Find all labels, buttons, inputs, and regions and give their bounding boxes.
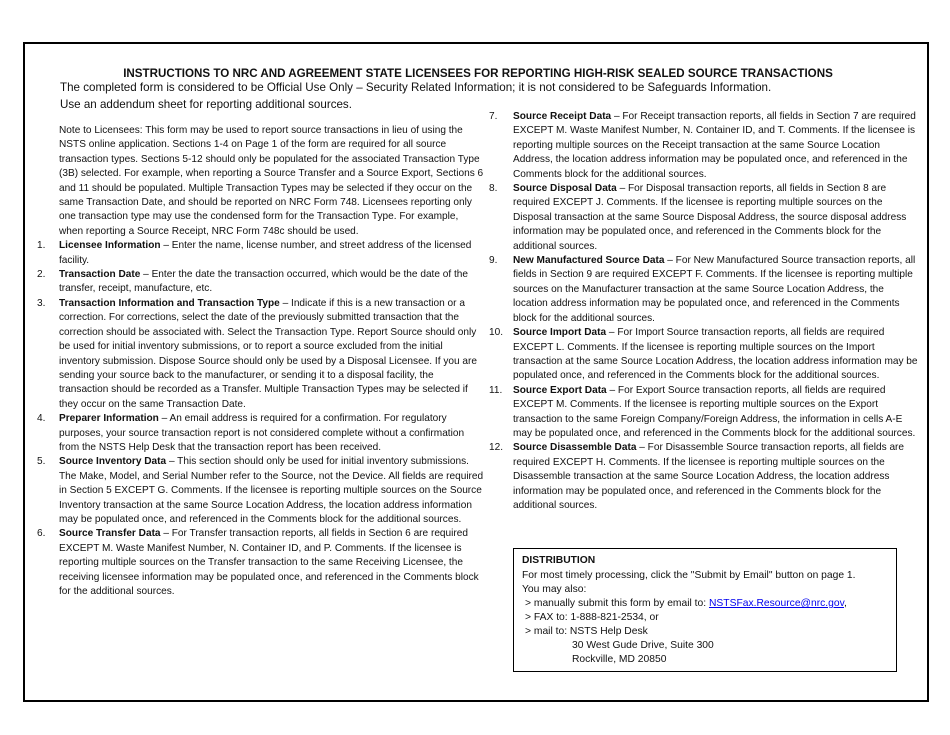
distribution-box [513,548,897,672]
list-item: 1. Licensee Information – Enter the name, license number, and street address of the licensed facility. [37,240,472,266]
distribution-address-line-2: Rockville, MD 20850 [572,654,667,665]
instructions-list-right [489,110,921,513]
list-item: 12. Source Disassemble Data – For Disassemble Source transaction reports, all fields are required EXCEPT H. Comments. If the licensee is reporting multiple sources on the Disassemble transaction at the same Source Location Address, the location address information may be populated once, and referenced in the Comments block for the additional sources. [489,442,905,511]
list-item: 7. Source Receipt Data – For Receipt transaction reports, all fields in Section 7 are required EXCEPT M. Waste Manifest Number, N. Container ID, and T. Comments. If the licensee is reporting multiple sources on the Receipt transaction at the same Source Location Address, the location address information may be populated once, and referenced in the Comments block for the additional sources. [489,111,916,180]
distribution-mail-line: > mail to: NSTS Help Desk [525,626,648,637]
list-item: 6. Source Transfer Data – For Transfer transaction reports, all fields in Section 6 are required EXCEPT M. Waste Manifest Number, N. Container ID, and P. Comments. If the licensee is reporting multiple sources on the Transfer transaction to the same Receiving Licensee, the receiving licensee information may be populated once, and referenced in the Comments block for the additional sources. [37,528,479,597]
distribution-line-2: You may also: [522,584,587,595]
left-column [37,124,485,599]
intro-line-2: Use an addendum sheet for reporting additional sources. [60,98,352,111]
document-title: INSTRUCTIONS TO NRC AND AGREEMENT STATE LICENSEES FOR REPORTING HIGH-RISK SEALED SOURCE TRANSACTIONS [123,67,833,80]
list-item: 5. Source Inventory Data – This section should only be used for initial inventory submissions. The Make, Model, and Serial Number refer to the Source, not the Device. All fields are required in Section 5 EXCEPT G. Comments. If the licensee is reporting multiple sources on the Source Inventory transaction at the same Source Location Address, the location address information may be populated once, and referenced in the Comments block for the additional sources. [37,456,484,525]
list-item: 11. Source Export Data – For Export Source transaction reports, all fields are required EXCEPT M. Comments. If the licensee is reporting multiple sources on the Export transaction to the same Foreign Company/Foreign Address, the information in cells A-E may be populated once, and referenced in the Comments block for the additional sources. [489,384,916,439]
intro-line-1: The completed form is considered to be Official Use Only – Security Related Information; it is not considered to be Safeguards Information. [60,81,772,94]
distribution-email-line: > manually submit this form by email to: NSTSFax.Resource@nrc.gov, [525,598,847,609]
email-link[interactable]: NSTSFax.Resource@nrc.gov [708,598,844,609]
instructions-list-left [37,239,485,599]
list-item: 3. Transaction Information and Transaction Type – Indicate if this is a new transaction or a correction. For corrections, select the date of the previously submitted transaction that the correction should be associated with. Select the Transaction Type. Report Source should only be used for initial inventory submissions, or to report a source excluded from the initial inventory submission. Dispose Source should only be used by a Disposal Licensee. If you are sending your source back to the manufacturer, or sending it to a disposal facility, the transaction should be recorded as a Transfer. Multiple Transaction Types may be selected if they occur on the same Transaction Date. [37,297,477,410]
document-frame [23,42,929,702]
list-item: 10. Source Import Data – For Import Source transaction reports, all fields are required EXCEPT L. Comments. If the licensee is reporting multiple sources on the Import transaction at the same Source Location Address, the location address information may be populated once, and referenced in the Comments block for the additional sources. [489,327,918,382]
list-item: 9. New Manufactured Source Data – For New Manufactured Source transaction reports, all fields in Section 9 are required EXCEPT F. Comments. If the licensee is reporting multiple sources on the Manufacturer transaction at the same Source Location Address, the location address information may be populated once, and referenced in the Comments block for the additional sources. [489,255,916,324]
distribution-line-1: For most timely processing, click the "Submit by Email" button on page 1. [522,570,856,581]
list-item: 4. Preparer Information – An email address is required for a confirmation. For regulatory purposes, your source transaction report is not considered complete without a confirmation from the NSTS Help Desk that the transaction report has been received. [37,413,465,453]
distribution-address-line-1: 30 West Gude Drive, Suite 300 [572,640,714,651]
list-item: 2. Transaction Date – Enter the date the transaction occurred, which would be the date of the transfer, receipt, manufacture, etc. [37,269,469,295]
distribution-fax-line: > FAX to: 1-888-821-2534, or [525,612,659,623]
distribution-heading: DISTRIBUTION [522,555,596,566]
note-to-licensees: Note to Licensees: This form may be used to report source transactions in lieu of using the NSTS online application. Sections 1-4 on Page 1 of the form are required for all source transaction types. Sections 5-12 should only be populated for the associated Transaction Type (3B) selected. For example, when reporting a Source Transfer and a Source Export, Sections 6 and 11 should be populated. Multiple Transaction Types may be selected if they occur on the same Transaction Date, and should be reported on NRC Form 748. Licensees reporting only one transaction type may use the condensed form for the Transaction Type. For example, when reporting a Source Receipt, NRC Form 748c should be used. [59,125,484,237]
list-item: 8. Source Disposal Data – For Disposal transaction reports, all fields in Section 8 are required EXCEPT J. Comments. If the licensee is reporting multiple sources on the Disposal transaction at the same Source Disposal Address, the source disposal address information may be populated once, and referenced in the Comments block for the additional sources. [489,183,907,252]
right-column [489,110,921,513]
